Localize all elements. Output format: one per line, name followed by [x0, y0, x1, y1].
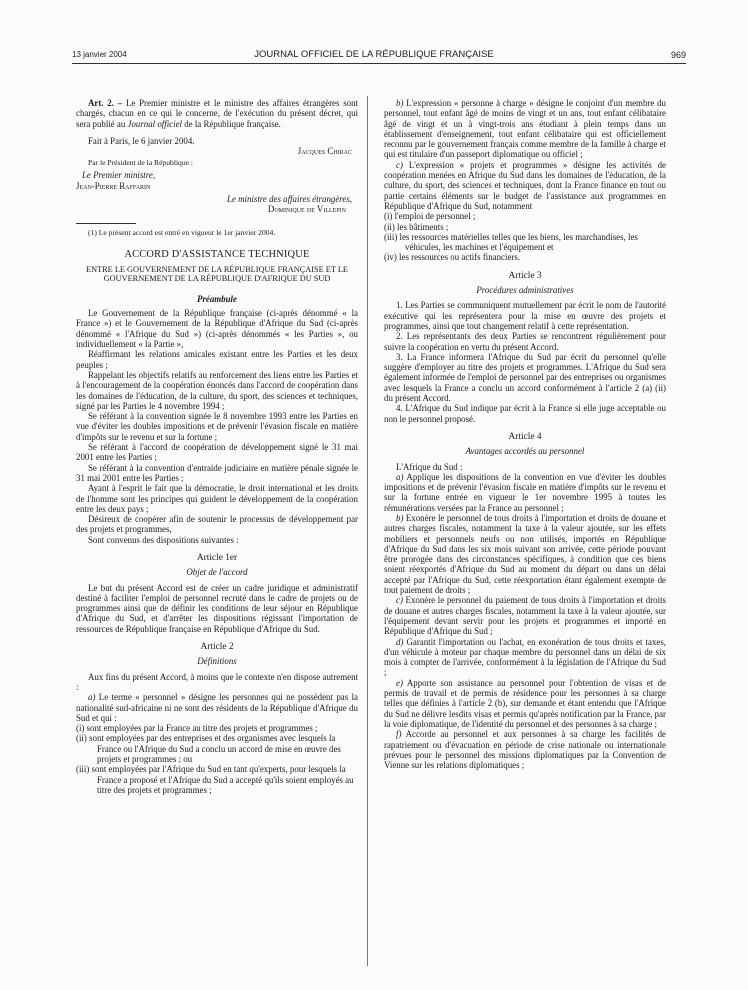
- article-2-heading: Article 2: [200, 642, 234, 653]
- article-4-item: e) Apporte son assistance au personnel pour l'obtention de visas et de permis de travail et de permis de résidence pour les personnes à sa charge telles que définies à l'article 2 (b), sur demande et étant entendu que l'Afrique du Sud ne délivre lesdits visas et permis qu'après notification par la France, par la voie diplomatique, de l'identité du personnel et des personnes à sa charge ;: [384, 677, 666, 729]
- issue-date: 13 janvier 2004: [72, 50, 127, 59]
- list-item: (ii) sont employées par des entreprises et des organismes avec lesquels la France ou l'Afrique du Sud a conclu un accord de mise en œuvre des projets et programmes ; ou: [76, 733, 341, 765]
- decree-article-2: Art. 2. – Le Premier ministre et le ministre des affaires étrangères sont chargés, chacun en ce qui le concerne, de l'exécution du présent décret, qui sera publié au Journal officiel de la République française.: [76, 98, 358, 129]
- preamble-heading: Préambule: [197, 293, 237, 304]
- footnote-rule: [76, 223, 136, 224]
- pm-name: Jean-Pierre Raffarin: [76, 180, 151, 191]
- article-3-subtitle: Procédures administratives: [476, 285, 574, 296]
- article-1-heading: Article 1er: [196, 552, 238, 563]
- article-3-paragraph: 4. L'Afrique du Sud indique par écrit à la France si elle juge acceptable ou non le personnel proposé.: [384, 403, 666, 424]
- footnote: (1) Le présent accord est entré en vigueur le 1er janvier 2004.: [88, 227, 276, 237]
- list-item: (iv) les ressources ou actifs financiers.: [384, 252, 521, 263]
- article-4-subtitle: Avantages accordés au personnel: [465, 446, 585, 457]
- article-4-item: d) Garantit l'importation ou l'achat, en exonération de tous droits et taxes, d'un véhicule à moteur par chaque membre du personnel dans un délai de six mois à compter de l'arrivée, conformément à la législation de l'Afrique du Sud ;: [384, 636, 666, 678]
- preamble-paragraph: Le Gouvernement de la République française (ci-après dénommé « la France ») et le Gouvernement de la République d'Afrique du Sud (ci-après dénommé « l'Afrique du Sud ») (ci-après dénommés « les Parties », ou individuellement « la Partie »,: [76, 308, 358, 350]
- article-3-paragraph: 1. Les Parties se communiquent mutuellement par écrit le nom de l'autorité exécutive qui les représentera pour la mise en œuvre des projets et programmes, ainsi que tout changement relatif à cette représentation.: [384, 300, 666, 331]
- preamble-paragraph: Désireux de coopérer afin de soutenir le processus de développement par des projets et programmes,: [76, 514, 358, 535]
- article-4-item: a) Applique les dispositions de la convention en vue d'éviter les doubles impositions et de prévenir l'évasion fiscale en matière d'impôts sur le revenu et sur la fortune entrée en vigueur le 1er novembre 1995 à toutes les rémunérations versées par la France au personnel ;: [384, 471, 666, 513]
- by-president-label: Par le Président de la République :: [88, 158, 194, 168]
- preamble-paragraph: Sont convenus des dispositions suivantes :: [88, 534, 239, 545]
- preamble-paragraph: Rappelant les objectifs relatifs au renforcement des liens entre les Parties et à l'encouragement de la coopération énoncés dans l'accord de coopération dans les domaines de l'éducation, de la culture, du sport, des sciences et techniques, signé par les Parties le 4 novembre 1994 ;: [76, 369, 358, 411]
- list-item: (i) sont employées par la France au titre des projets et programmes ;: [76, 723, 318, 734]
- preamble-paragraph: Réaffirmant les relations amicales existant entre les Parties et les deux peuples ;: [76, 349, 358, 370]
- minister-title: Le ministre des affaires étrangères,: [227, 194, 352, 205]
- journal-title: JOURNAL OFFICIEL DE LA RÉPUBLIQUE FRANÇAISE: [254, 49, 494, 60]
- accord-subtitle: ENTRE LE GOUVERNEMENT DE LA RÉPUBLIQUE FRANÇAISE ET LE GOUVERNEMENT DE LA RÉPUBLIQUE D'AFRIQUE DU SUD: [86, 264, 348, 284]
- article-3-paragraph: 2. Les représentants des deux Parties se rencontrent régulièrement pour suivre la coopération en vertu du présent Accord.: [384, 331, 666, 352]
- article-4-intro: L'Afrique du Sud :: [396, 461, 463, 472]
- list-item: (iii) sont employées par l'Afrique du Sud en tant qu'experts, pour lesquels la France a proposé et l'Afrique du Sud a accepté qu'ils soient employés au titre des projets et programmes ;: [76, 764, 354, 795]
- article-2-subtitle: Définitions: [197, 656, 237, 667]
- column-divider: [367, 96, 368, 966]
- list-item: (ii) les bâtiments ;: [384, 221, 449, 232]
- article-1-text: Le but du présent Accord est de créer un cadre juridique et administratif destiné à faciliter l'emploi de personnel recruté dans le cadre de projets ou de programmes ainsi que de définir les conditions de leur séjour en République d'Afrique du Sud, et d'arrêter les dispositions régissant l'importation de ressources de République française en République d'Afrique du Sud.: [76, 582, 358, 634]
- article-1-subtitle: Objet de l'accord: [186, 567, 248, 578]
- header-rule: [72, 63, 686, 64]
- right-column: [384, 98, 666, 770]
- left-column: [76, 98, 358, 795]
- article-4-item: b) Exonère le personnel de tous droits à l'importation et droits de douane et autres charges fiscales, notamment la taxe à la valeur ajoutée, sur les effets mobiliers et personnels neufs ou non utilisés, importés en République d'Afrique du Sud dans les six mois suivant son arrivée, cette période pouvant être prorogée dans des circonstances spécifiques, à condition que ces biens soient réexportés d'Afrique du Sud au moment du départ ou dans un délai accepté par l'Afrique du Sud, cette réexportation étant également exempte de tout paiement de droits ;: [384, 512, 666, 596]
- minister-name: Dominique de Villepin: [267, 204, 346, 215]
- page-header: [0, 50, 748, 62]
- definition-a: a) Le terme « personnel » désigne les personnes qui ne possèdent pas la nationalité sud-africaine ni ne sont des résidents de la République d'Afrique du Sud et qui :: [76, 692, 358, 723]
- preamble-paragraph: Se référant à l'accord de coopération de développement signé le 31 mai 2001 entre les Parties ;: [76, 442, 358, 463]
- signature-date: Fait à Paris, le 6 janvier 2004.: [88, 135, 195, 146]
- definition-c: c) L'expression « projets et programmes » désigne les activités de coopération menées en Afrique du Sud dans les domaines de l'éducation, de la culture, du sport, des sciences et techniques, dont la France finance en tout ou partie certains éléments sur le budget de l'assistance aux programmes en République d'Afrique du Sud, notamment: [384, 159, 666, 211]
- article-3-heading: Article 3: [508, 270, 542, 281]
- article-4-item: c) Exonère le personnel du paiement de tous droits à l'importation et droits de douane et autres charges fiscales, notamment la taxe à la valeur ajoutée, sur l'équipement devant servir pour les projets et programmes et importé en République d'Afrique du Sud ;: [384, 595, 666, 637]
- president-signature: Jacques Chirac: [297, 146, 352, 157]
- pm-title: Le Premier ministre,: [82, 170, 156, 181]
- accord-title: ACCORD D'ASSISTANCE TECHNIQUE: [124, 248, 310, 260]
- preamble-paragraph: Se référant à la convention d'entraide judiciaire en matière pénale signée le 31 mai 2001 entre les Parties ;: [76, 462, 358, 483]
- article-3-paragraph: 3. La France informera l'Afrique du Sud par écrit du personnel qu'elle suggère d'employer au titre des projets et programmes. L'Afrique du Sud sera également informée de l'emploi de personnel par des entreprises ou organismes avec lesquels la France a conclu un accord conformément à l'article 2 (a) (ii) du présent Accord.: [384, 351, 666, 404]
- definition-b: b) L'expression « personne à charge » désigne le conjoint d'un membre du personnel, tout enfant âgé de moins de vingt et un ans, tout enfant célibataire âgé de vingt et un à vingt-trois ans étudiant à plein temps dans un établissement d'enseignement, tout enfant célibataire qui est officiellement reconnu par le gouvernement français comme membre de la famille à charge et qui est titulaire d'un passeport diplomatique ou officiel ;: [384, 98, 666, 160]
- page-number: 969: [670, 50, 686, 60]
- article-4-item: f) Accorde au personnel et aux personnes à sa charge les facilités de rapatriement ou d'évacuation en période de crise nationale ou internationale prévues pour le personnel des missions diplomatiques par la Convention de Vienne sur les relations diplomatiques ;: [384, 729, 666, 771]
- article-4-heading: Article 4: [508, 431, 542, 442]
- article-2-intro: Aux fins du présent Accord, à moins que le contexte n'en dispose autrement :: [76, 671, 358, 692]
- preamble-paragraph: Se référant à la convention signée le 8 novembre 1993 entre les Parties en vue d'éviter les doubles impositions et de prévenir l'évasion fiscale en matière d'impôts sur le revenu et sur la fortune ;: [76, 411, 358, 442]
- list-item: (i) l'emploi de personnel ;: [384, 211, 476, 222]
- preamble-paragraph: Ayant à l'esprit le fait que la démocratie, le droit international et les droits de l'homme sont les principes qui guident le développement de la coopération entre les deux pays ;: [76, 483, 358, 514]
- list-item: (iii) les ressources matérielles telles que les biens, les marchandises, les véhicules, les machines et l'équipement et: [384, 231, 638, 253]
